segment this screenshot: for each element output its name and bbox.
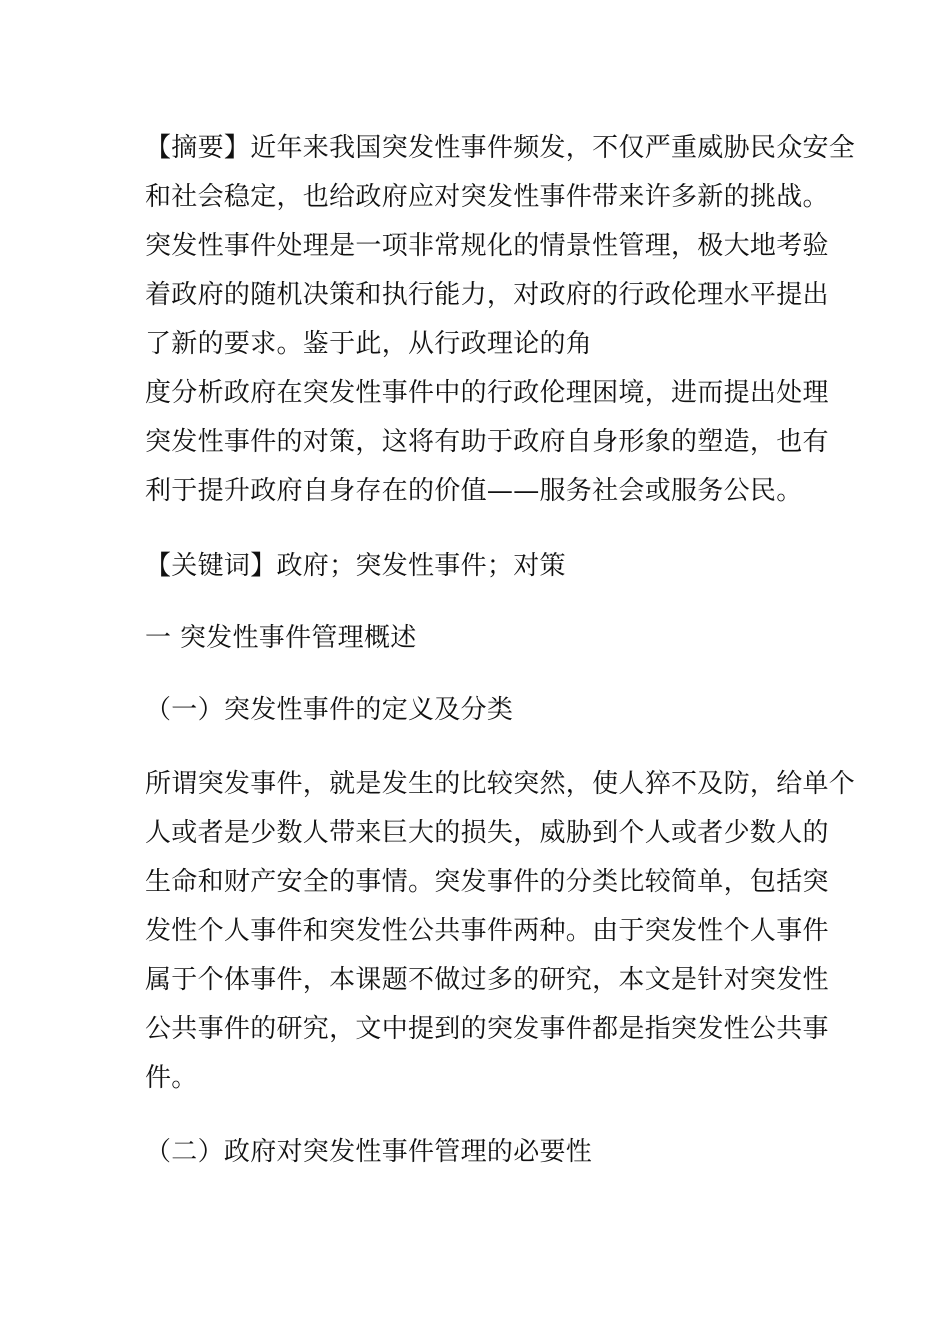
abstract-line: 利于提升政府自身存在的价值——服务社会或服务公民。: [145, 476, 803, 506]
section-heading: 一 突发性事件管理概述: [145, 623, 417, 653]
abstract-line: 突发性事件处理是一项非常规化的情景性管理，极大地考验: [145, 231, 829, 261]
body-line: 公共事件的研究，文中提到的突发事件都是指突发性公共事: [145, 1014, 829, 1044]
abstract-line: 【摘要】近年来我国突发性事件频发，不仅严重威胁民众安全: [145, 133, 856, 163]
abstract-line: 着政府的随机决策和执行能力，对政府的行政伦理水平提出: [145, 280, 829, 310]
abstract-line: 和社会稳定，也给政府应对突发性事件带来许多新的挑战。: [145, 182, 829, 212]
abstract-line: 了新的要求。鉴于此，从行政理论的角: [145, 329, 593, 359]
body-line: 生命和财产安全的事情。突发事件的分类比较简单，包括突: [145, 867, 829, 897]
body-line: 所谓突发事件，就是发生的比较突然，使人猝不及防，给单个: [145, 769, 856, 799]
body-line: 人或者是少数人带来巨大的损失，威胁到个人或者少数人的: [145, 818, 829, 848]
document-page: [145, 124, 856, 1177]
body-line: 发性个人事件和突发性公共事件两种。由于突发性个人事件: [145, 916, 829, 946]
abstract-line: 突发性事件的对策，这将有助于政府自身形象的塑造，也有: [145, 427, 829, 457]
subsection-heading: （二）政府对突发性事件管理的必要性: [145, 1137, 593, 1167]
keywords-line: 【关键词】政府；突发性事件；对策: [145, 551, 566, 581]
body-line: 属于个体事件，本课题不做过多的研究，本文是针对突发性: [145, 965, 829, 995]
abstract-paragraph: [145, 124, 856, 516]
subsection-heading: （一）突发性事件的定义及分类: [145, 695, 514, 725]
body-line: 件。: [145, 1063, 198, 1093]
abstract-line: 度分析政府在突发性事件中的行政伦理困境，进而提出处理: [145, 378, 829, 408]
body-paragraph: [145, 760, 856, 1103]
